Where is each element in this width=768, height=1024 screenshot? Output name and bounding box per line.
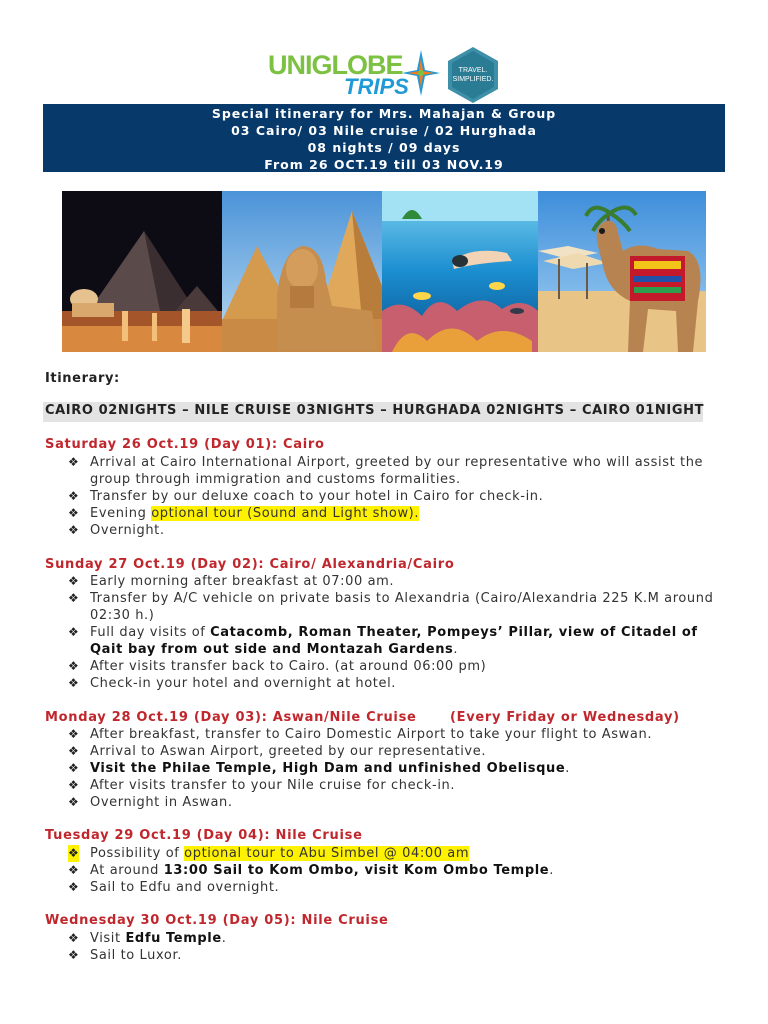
list-item: ❖ Transfer by A/C vehicle on private basis to Alexandria (Cairo/Alexandria 225 K.M around 02:30 h.) (68, 591, 714, 623)
diamond-bullet-icon: ❖ (68, 506, 80, 520)
diamond-bullet-icon: ❖ (68, 846, 80, 860)
list-item: ❖ After visits transfer back to Cairo. (at around 06:00 pm) (68, 659, 487, 674)
list-item: ❖ Check-in your hotel and overnight at hotel. (68, 676, 397, 691)
diamond-bullet-icon: ❖ (68, 625, 80, 639)
compass-star-icon (400, 48, 442, 98)
day-05-title: Wednesday 30 Oct.19 (Day 05): Nile Cruise (45, 913, 389, 928)
list-item: ❖ Possibility of optional tour to Abu Simbel @ 04:00 am (68, 846, 470, 861)
header-line-2: 03 Cairo/ 03 Nile cruise / 02 Hurghada (231, 123, 537, 138)
sphinx-pyramids-photo (222, 191, 382, 352)
diamond-bullet-icon: ❖ (68, 489, 80, 503)
itinerary-header-banner (43, 104, 725, 172)
diamond-bullet-icon: ❖ (68, 591, 80, 605)
day-02-title: Sunday 27 Oct.19 (Day 02): Cairo/ Alexandria/Cairo (45, 557, 455, 572)
diamond-bullet-icon: ❖ (68, 761, 80, 775)
list-item: ❖ Arrival to Aswan Airport, greeted by our representative. (68, 744, 487, 759)
list-item: ❖ After breakfast, transfer to Cairo Domestic Airport to take your flight to Aswan. (68, 727, 653, 742)
list-item: ❖ Evening optional tour (Sound and Light show). (68, 506, 420, 521)
diamond-bullet-icon: ❖ (68, 863, 80, 877)
logo-word-uniglobe: UNIGLOBE (268, 50, 403, 80)
diamond-bullet-icon: ❖ (68, 659, 80, 673)
day-03-title: Monday 28 Oct.19 (Day 03): Aswan/Nile Cruise (Every Friday or Wednesday) (45, 710, 680, 725)
list-item: ❖ Visit the Philae Temple, High Dam and unfinished Obelisque. (68, 761, 571, 776)
header-line-3: 08 nights / 09 days (307, 140, 461, 155)
list-item: ❖ Full day visits of Catacomb, Roman Theater, Pompeys’ Pillar, view of Citadel of Qait bay from out side and Montazah Gardens. (68, 625, 698, 657)
diamond-bullet-icon: ❖ (68, 744, 80, 758)
list-item: ❖ After visits transfer to your Nile cruise for check-in. (68, 778, 456, 793)
logo-word-trips: TRIPS (344, 74, 409, 99)
day-04-list (68, 845, 728, 896)
diamond-bullet-icon: ❖ (68, 880, 80, 894)
snorkeling-reef-photo (382, 191, 538, 352)
day-03-list (68, 726, 728, 811)
day-04-title: Tuesday 29 Oct.19 (Day 04): Nile Cruise (45, 828, 363, 843)
trip-summary-bar (43, 402, 703, 422)
header-line-4: From 26 OCT.19 till 03 NOV.19 (264, 157, 504, 172)
diamond-bullet-icon: ❖ (68, 931, 80, 945)
diamond-bullet-icon: ❖ (68, 948, 80, 962)
diamond-bullet-icon: ❖ (68, 795, 80, 809)
list-item: ❖ Transfer by our deluxe coach to your hotel in Cairo for check-in. (68, 489, 544, 504)
list-item: ❖ Sail to Edfu and overnight. (68, 880, 280, 895)
optional-tour-highlight: optional tour to Abu Simbel @ 04:00 am (184, 846, 470, 861)
day-01-title: Saturday 26 Oct.19 (Day 01): Cairo (45, 437, 325, 452)
pyramids-night-photo (62, 191, 222, 352)
list-item: ❖ Visit Edfu Temple. (68, 931, 227, 946)
camel-beach-photo (538, 191, 706, 352)
day-01-list (68, 454, 728, 539)
diamond-bullet-icon: ❖ (68, 676, 80, 690)
list-item: ❖ Overnight in Aswan. (68, 795, 233, 810)
uniglobe-trips-logo (268, 44, 504, 106)
diamond-bullet-icon: ❖ (68, 727, 80, 741)
header-line-1: Special itinerary for Mrs. Mahajan & Group (211, 106, 557, 121)
list-item: ❖ Overnight. (68, 523, 165, 538)
list-item: ❖ Sail to Luxor. (68, 948, 182, 963)
day-02-list (68, 573, 728, 692)
diamond-bullet-icon: ❖ (68, 523, 80, 537)
itinerary-label: Itinerary: (45, 371, 120, 386)
diamond-bullet-icon: ❖ (68, 778, 80, 792)
optional-tour-highlight: optional tour (Sound and Light show). (151, 506, 420, 521)
day-03-frequency: (Every Friday or Wednesday) (450, 710, 680, 725)
diamond-bullet-icon: ❖ (68, 455, 80, 469)
list-item: ❖ At around 13:00 Sail to Kom Ombo, visit Kom Ombo Temple. (68, 863, 554, 878)
day-05-list (68, 930, 728, 964)
badge-text: TRAVEL. SIMPLIFIED. (452, 67, 494, 83)
list-item: ❖ Early morning after breakfast at 07:00 am. (68, 574, 395, 589)
trip-summary-text: CAIRO 02NIGHTS – NILE CRUISE 03NIGHTS – HURGHADA 02NIGHTS – CAIRO 01NIGHT (45, 403, 705, 418)
diamond-bullet-icon: ❖ (68, 574, 80, 588)
destination-photo-strip (62, 191, 706, 352)
list-item: ❖ Arrival at Cairo International Airport, greeted by our representative who will assist the group through immigration and customs formalities. (68, 455, 704, 487)
